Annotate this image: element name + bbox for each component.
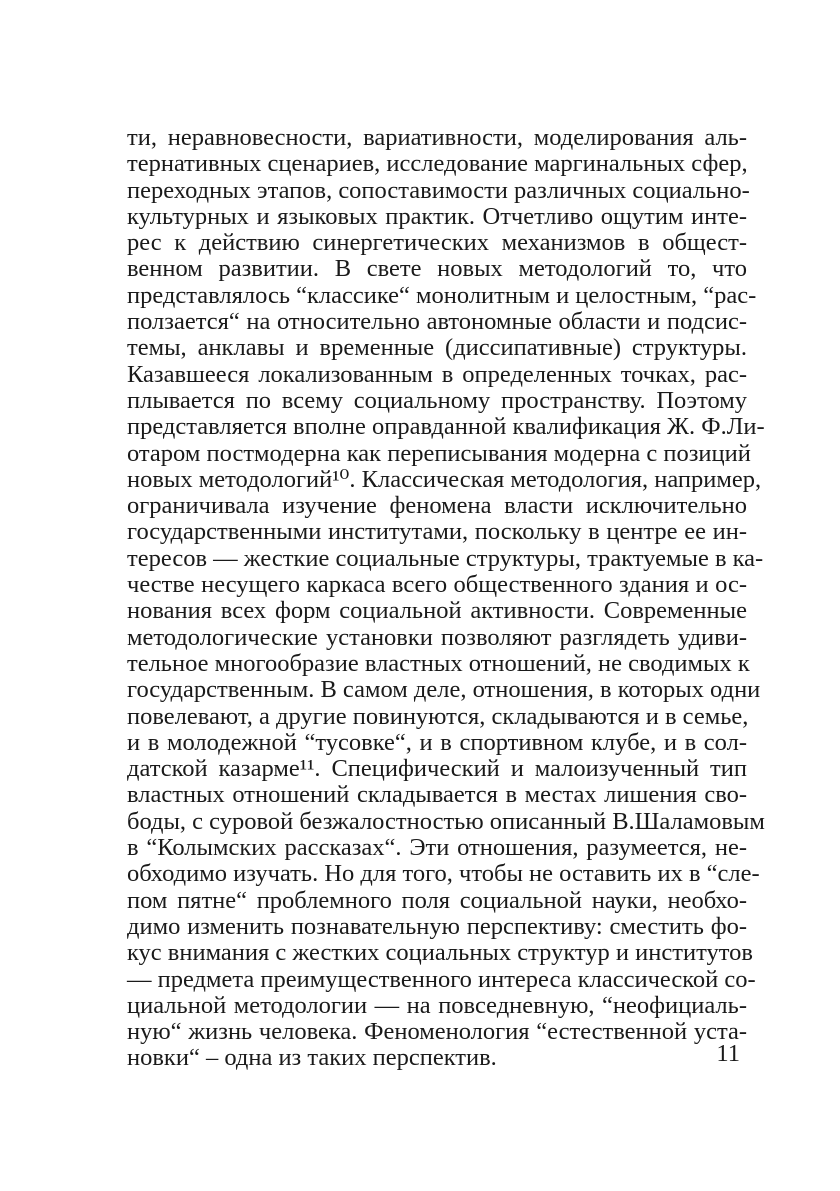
text-line: в “Колымских рассказах“. Эти отношения, разумеется, не- [127, 834, 747, 862]
text-line: честве несущего каркаса всего общественного здания и ос- [127, 571, 747, 599]
text-line: новки“ – одна из таких перспектив. [127, 1044, 497, 1072]
text-line: и в молодежной “тусовке“, и в спортивном клубе, и в сол- [127, 728, 747, 756]
text-line: ограничивала изучение феномена власти исключительно [127, 492, 747, 520]
text-line: ползается“ на относительно автономные области и подсис- [127, 308, 747, 336]
text-line: повелевают, а другие повинуются, складываются и в семье, [127, 702, 749, 730]
text-line: датской казарме¹¹. Специфический и малоизученный тип [127, 755, 747, 783]
text-line: кус внимания с жестких социальных структур и институтов [127, 939, 753, 967]
body-text [127, 124, 765, 1072]
text-line: методологические установки позволяют разглядеть удиви- [127, 623, 747, 651]
text-line: тересов — жесткие социальные структуры, трактуемые в ка- [127, 544, 764, 572]
text-line: властных отношений складывается в местах лишения сво- [127, 781, 747, 809]
text-line: государственными институтами, поскольку в центре ее ин- [127, 518, 747, 546]
text-line: ную“ жизнь человека. Феноменология “естественной уста- [127, 1018, 747, 1046]
text-line: новых методологий¹⁰. Классическая методология, например, [127, 465, 762, 493]
text-line: пом пятне“ проблемного поля социальной науки, необхо- [127, 886, 747, 914]
text-line: тельное многообразие властных отношений, не сводимых к [127, 649, 750, 677]
text-line: ти, неравновесности, вариативности, моделирования аль- [127, 124, 747, 151]
text-line: боды, с суровой безжалостностью описанный В.Шаламовым [127, 807, 765, 835]
text-line: культурных и языковых практик. Отчетливо ощутим инте- [127, 202, 747, 230]
text-line: переходных этапов, сопоставимости различных социально- [127, 176, 750, 204]
text-line: темы, анклавы и временные (диссипативные) структуры. [127, 334, 747, 362]
text-line: отаром постмодерна как переписывания модерна с позиций [127, 439, 751, 467]
page-number: 11 [716, 1040, 740, 1067]
text-line: обходимо изучать. Но для того, чтобы не оставить их в “сле- [127, 860, 760, 888]
text-line: плывается по всему социальному пространству. Поэтому [127, 386, 747, 414]
text-line: рес к действию синергетических механизмов в общест- [127, 229, 747, 257]
text-line: циальной методологии — на повседневную, “неофициаль- [127, 991, 747, 1019]
text-line: Казавшееся локализованным в определенных точках, рас- [127, 360, 747, 388]
text-line: представлялось “классике“ монолитным и целостным, “рас- [127, 281, 757, 309]
text-line: димо изменить познавательную перспективу: сместить фо- [127, 912, 747, 940]
text-line: тернативных сценариев, исследование маргинальных сфер, [127, 150, 748, 178]
text-line: государственным. В самом деле, отношения, в которых одни [127, 676, 761, 704]
text-line: нования всех форм социальной активности. Современные [127, 597, 747, 625]
text-line: представляется вполне оправданной квалификация Ж. Ф.Ли- [127, 413, 765, 441]
text-line: венном развитии. В свете новых методологий то, что [127, 255, 747, 283]
text-line: — предмета преимущественного интереса классической со- [127, 965, 756, 993]
